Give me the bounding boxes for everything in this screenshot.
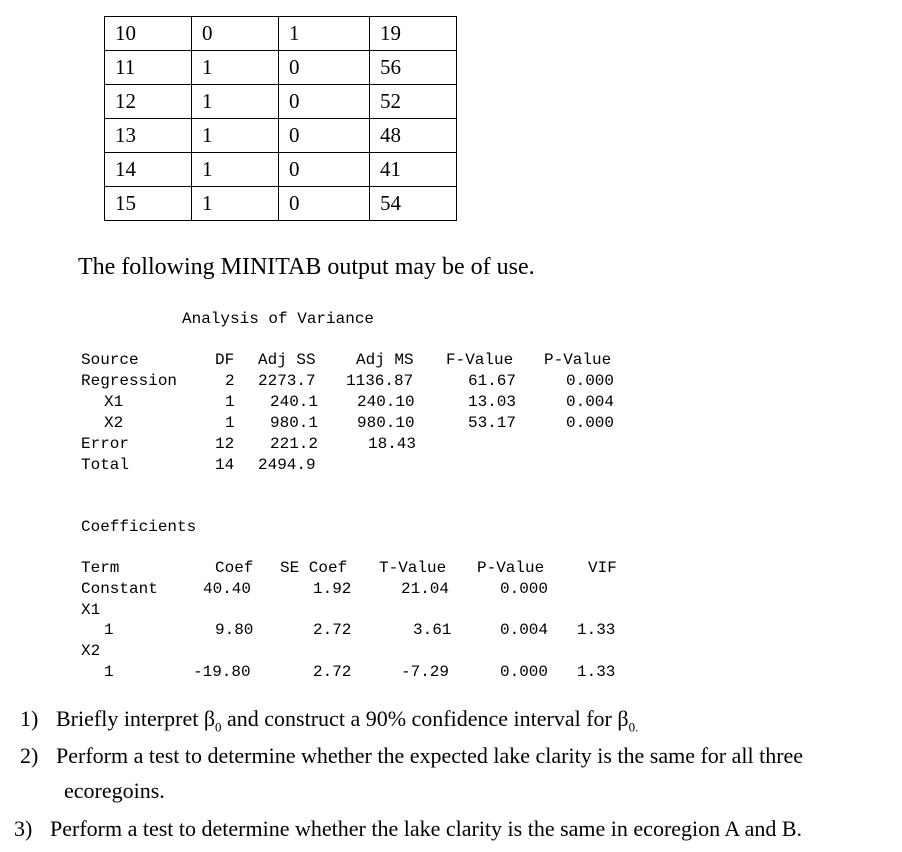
anova-adjms: 18.43	[368, 435, 417, 453]
table-cell: 15	[105, 187, 192, 221]
anova-header-pvalue: P-Value	[544, 351, 612, 369]
anova-title: Analysis of Variance	[182, 310, 375, 328]
table-row	[105, 153, 457, 187]
table-cell: 19	[370, 17, 457, 51]
coef-term-group: X2	[81, 642, 101, 660]
table-row	[105, 51, 457, 85]
table-cell: 1	[192, 51, 279, 85]
anova-pvalue: 0.004	[566, 393, 615, 411]
coef-tvalue: -7.29	[401, 663, 450, 681]
coef-vif: 1.33	[577, 663, 616, 681]
anova-adjms: 980.10	[357, 414, 415, 432]
table-cell: 0	[279, 119, 370, 153]
anova-source: X2	[104, 414, 124, 432]
anova-adjss: 240.1	[270, 393, 319, 411]
table-row	[105, 17, 457, 51]
anova-df: 12	[215, 435, 235, 453]
question-1-subscript: 0.	[628, 719, 639, 735]
table-cell: 10	[105, 17, 192, 51]
anova-source: Total	[81, 456, 130, 474]
coef-se: 2.72	[313, 663, 352, 681]
anova-header-fvalue: F-Value	[446, 351, 514, 369]
coef-title: Coefficients	[81, 518, 197, 536]
table-cell: 0	[279, 51, 370, 85]
anova-fvalue: 61.67	[468, 372, 517, 390]
coef-pvalue: 0.000	[500, 580, 549, 598]
anova-header-adjms: Adj MS	[356, 351, 414, 369]
table-cell: 56	[370, 51, 457, 85]
table-cell: 0	[279, 187, 370, 221]
coef-header-pvalue: P-Value	[477, 559, 545, 577]
coef-pvalue: 0.004	[500, 621, 549, 639]
coef-pvalue: 0.000	[500, 663, 549, 681]
anova-header-df: DF	[215, 351, 235, 369]
coef-header-secoef: SE Coef	[280, 559, 348, 577]
table-cell: 13	[105, 119, 192, 153]
anova-source: Error	[81, 435, 130, 453]
question-2-line-1: Perform a test to determine whether the expected lake clarity is the same for all three	[56, 743, 804, 768]
table-cell: 12	[105, 85, 192, 119]
question-1-subscript: 0	[215, 719, 222, 735]
coef-header-coef: Coef	[215, 559, 254, 577]
table-cell: 14	[105, 153, 192, 187]
anova-source: X1	[104, 393, 124, 411]
coef-value: 9.80	[215, 621, 254, 639]
table-cell: 11	[105, 51, 192, 85]
table-cell: 1	[192, 153, 279, 187]
coef-se: 1.92	[313, 580, 352, 598]
table-cell: 1	[192, 85, 279, 119]
table-cell: 0	[279, 153, 370, 187]
anova-header-adjss: Adj SS	[258, 351, 316, 369]
question-1-number: 1)	[20, 706, 39, 731]
question-3-text: Perform a test to determine whether the lake clarity is the same in ecoregion A and B.	[50, 816, 803, 841]
coef-value: -19.80	[193, 663, 251, 681]
table-cell: 52	[370, 85, 457, 119]
question-2-number: 2)	[20, 743, 39, 768]
anova-fvalue: 53.17	[468, 414, 517, 432]
anova-adjss: 2273.7	[258, 372, 316, 390]
table-row	[105, 85, 457, 119]
table-cell: 0	[192, 17, 279, 51]
anova-fvalue: 13.03	[468, 393, 517, 411]
table-cell: 41	[370, 153, 457, 187]
intro-text: The following MINITAB output may be of use.	[78, 254, 535, 280]
table-row	[105, 187, 457, 221]
coef-vif: 1.33	[577, 621, 616, 639]
question-1-part-a: Briefly interpret β	[56, 706, 216, 731]
table-cell: 48	[370, 119, 457, 153]
table-cell: 0	[279, 85, 370, 119]
anova-df: 2	[225, 372, 235, 390]
anova-adjss: 2494.9	[258, 456, 316, 474]
anova-df: 1	[225, 393, 235, 411]
question-3-number: 3)	[14, 816, 33, 841]
coef-term: Constant	[81, 580, 158, 598]
question-2-line-2: ecoregoins.	[64, 778, 165, 803]
anova-adjms: 1136.87	[346, 372, 414, 390]
coef-header-vif: VIF	[588, 559, 617, 577]
table-cell: 1	[192, 187, 279, 221]
table-cell: 1	[279, 17, 370, 51]
anova-adjms: 240.10	[357, 393, 415, 411]
anova-pvalue: 0.000	[566, 372, 615, 390]
anova-pvalue: 0.000	[566, 414, 615, 432]
data-table	[104, 16, 457, 221]
question-1-part-b: and construct a 90% confidence interval for β	[221, 706, 629, 731]
coef-term: 1	[104, 621, 114, 639]
coef-header-term: Term	[81, 559, 120, 577]
coef-header-tvalue: T-Value	[379, 559, 447, 577]
coef-tvalue: 3.61	[413, 621, 452, 639]
coef-tvalue: 21.04	[401, 580, 450, 598]
anova-df: 1	[225, 414, 235, 432]
anova-source: Regression	[81, 372, 178, 390]
table-row	[105, 119, 457, 153]
coef-value: 40.40	[203, 580, 252, 598]
question-1-text	[56, 708, 638, 733]
anova-header-source: Source	[81, 351, 139, 369]
coef-term-group: X1	[81, 601, 101, 619]
table-cell: 54	[370, 187, 457, 221]
table-cell: 1	[192, 119, 279, 153]
anova-df: 14	[215, 456, 235, 474]
coef-se: 2.72	[313, 621, 352, 639]
coef-term: 1	[104, 663, 114, 681]
anova-adjss: 980.1	[270, 414, 319, 432]
anova-adjss: 221.2	[270, 435, 319, 453]
